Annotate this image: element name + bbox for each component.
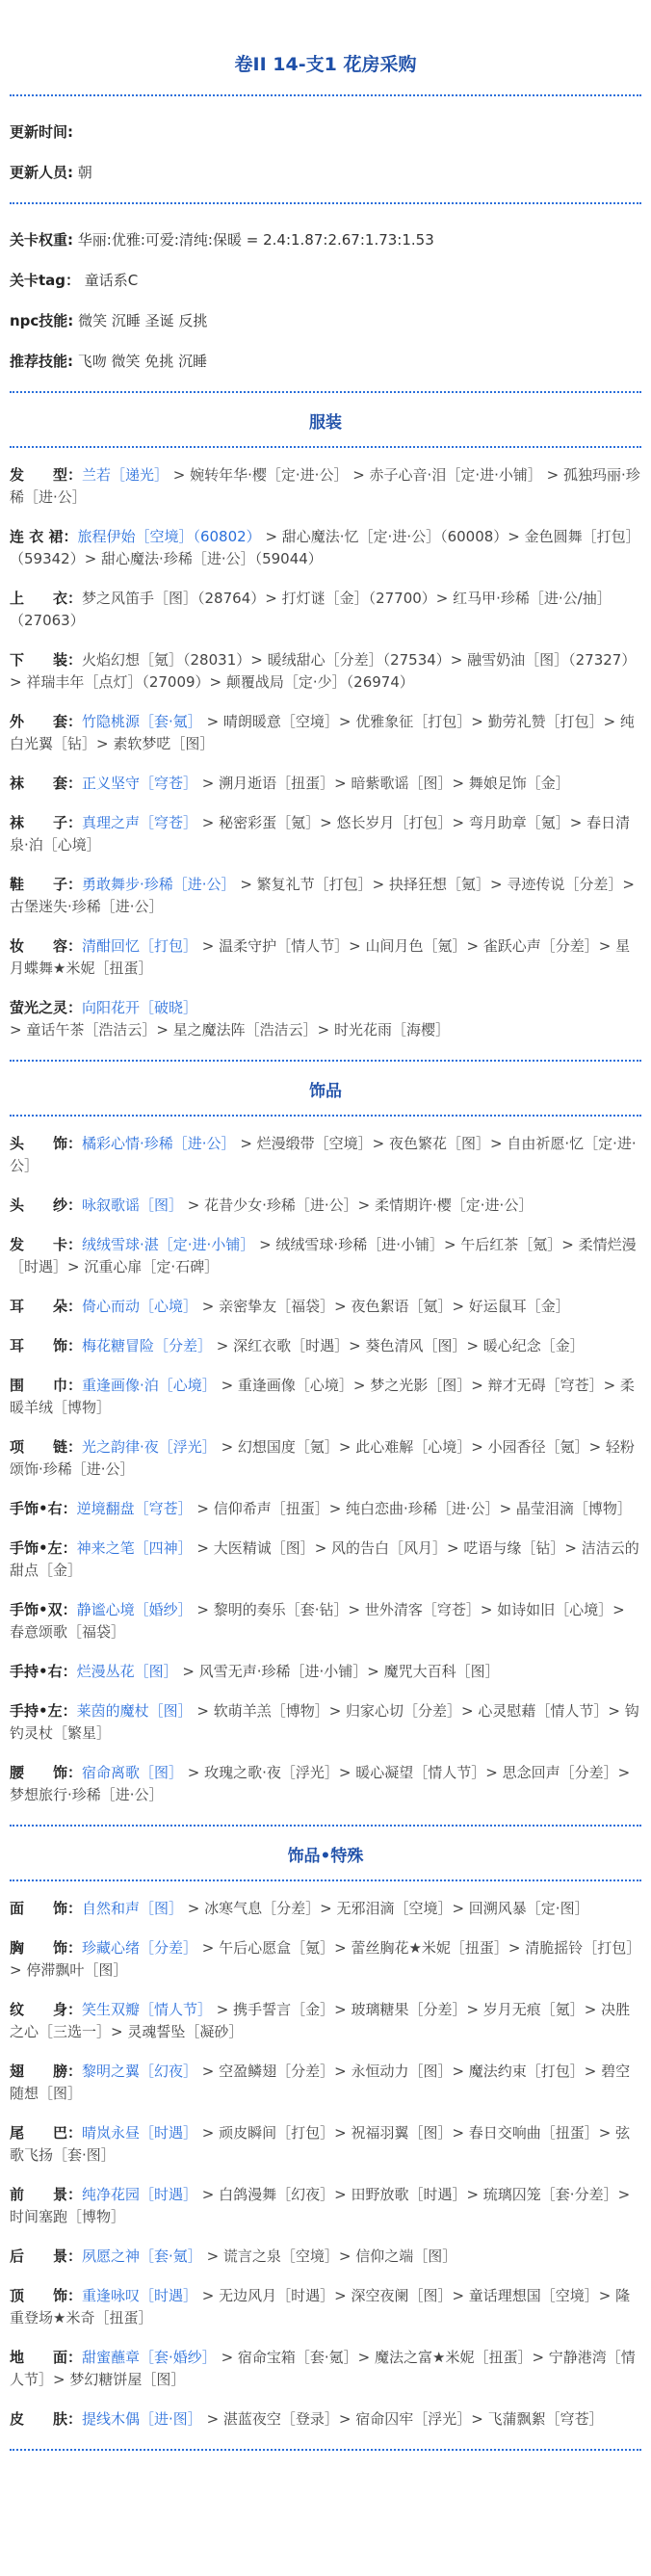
item-row (10, 988, 641, 1050)
item-row (10, 1590, 641, 1652)
alternatives: > 溯月逝语［扭蛋］> 暗紫歌谣［图］> 舞娘足饰［金］ (197, 775, 570, 792)
item-row (10, 2114, 641, 2175)
top-pick: 橘彩心情·珍稀［进·公］ (82, 1135, 236, 1152)
slot-label: 纹 身： (10, 2001, 83, 2018)
alternatives: > 秘密彩蛋［氪］> 悠长岁月［打包］> 弯月助章［氪］> 春日清泉·泊［心境］ (10, 814, 631, 854)
slot-label: 萤光之灵： (10, 999, 83, 1016)
meta-key: npc技能: (10, 312, 74, 329)
section-title: 饰品 (309, 1082, 342, 1101)
item-row (10, 764, 641, 803)
alternatives: > 冰寒气息［分差］> 无邪泪滴［空境］> 回溯风暴［定·图］ (183, 1900, 589, 1917)
item-row (10, 865, 641, 927)
top-pick: 甜蜜蘸章［套·婚纱］ (82, 2349, 217, 2366)
alternatives: > 软萌羊羔［博物］> 归家心切［分差］> 心灵慰藉［情人节］> 钩钓灵杖［繁星］ (10, 1702, 639, 1742)
alternatives: > 空盈鳞翅［分差］> 永恒动力［图］> 魔法约束［打包］> 碧空随想［图］ (10, 2063, 631, 2102)
alternatives: > 宿命宝箱［套·氪］> 魔法之富★米妮［扭蛋］> 宁静港湾［情人节］> 梦幻糖饼屋［图］ (10, 2349, 636, 2388)
alternatives: > 信仰希声［扭蛋］> 纯白恋曲·珍稀［进·公］> 晶莹泪滴［博物］ (192, 1500, 632, 1517)
item-row (10, 1287, 641, 1327)
item-row (10, 1929, 641, 1990)
item-row (10, 1529, 641, 1590)
top-pick: 向阳花开［破晓］ (82, 999, 198, 1016)
top-pick: 笑生双瓣［情人节］ (82, 2001, 213, 2018)
item-row (10, 1186, 641, 1225)
item-row (10, 641, 641, 702)
info-key: 更新时间: (10, 123, 73, 141)
slot-label: 面 饰： (10, 1900, 83, 1917)
item-row (10, 1652, 641, 1692)
section-body (10, 448, 641, 1060)
top-pick: 旅程伊始［空境］（60802） (77, 528, 261, 545)
item-row (10, 803, 641, 865)
top-pick: 重逢咏叹［时遇］ (82, 2287, 198, 2304)
item-row (10, 1889, 641, 1929)
alternatives: > 繁复礼节［打包］> 抉择狂想［氪］> 寻迹传说［分差］> 古堡迷失·珍稀［进·公］ (10, 876, 635, 915)
item-row (10, 702, 641, 764)
top-pick: 静谧心境［婚纱］ (76, 1601, 193, 1618)
divider (10, 2449, 641, 2451)
top-pick: 烂漫丛花［图］ (76, 1663, 178, 1680)
alternatives: > 无边风月［时遇］> 深空夜阑［图］> 童话理想国［空境］> 隆重登场★米奇［扭蛋］ (10, 2287, 631, 2326)
top-pick: 晴岚永昼［时遇］ (82, 2124, 198, 2142)
item-row (10, 1366, 641, 1428)
section-title: 饰品•特殊 (287, 1847, 364, 1866)
info-value: 朝 (73, 164, 92, 181)
top-pick: 梅花糖冒险［分差］ (82, 1337, 213, 1354)
top-pick: 勇敢舞步·珍稀［进·公］ (82, 876, 236, 893)
alternatives: > 深红衣歌［时遇］> 葵色清风［图］> 暖心纪念［金］ (212, 1337, 585, 1354)
top-pick: 莱茵的魔杖［图］ (76, 1702, 193, 1720)
slot-label: 项 链： (10, 1438, 83, 1456)
slot-label: 胸 饰： (10, 1939, 83, 1957)
meta-line (10, 260, 641, 301)
alternatives: > 午后心愿盒［氪］> 蕾丝胸花★米妮［扭蛋］> 清脆摇铃［打包］> 停滞飘叶［图］ (10, 1939, 641, 1979)
item-row (10, 2175, 641, 2237)
top-pick: 纯净花园［时遇］ (82, 2186, 198, 2203)
item-row (10, 579, 641, 641)
slot-label: 连 衣 裙： (10, 528, 78, 545)
item-row (10, 2400, 641, 2439)
section-body (10, 1117, 641, 1825)
slot-label: 地 面： (10, 2349, 83, 2366)
slot-label: 耳 朵： (10, 1298, 83, 1315)
item-row (10, 2276, 641, 2338)
alternatives: > 温柔守护［情人节］> 山间月色［氪］> 雀跃心声［分差］> 星月蝶舞★米妮［扭蛋］ (10, 937, 631, 977)
alternatives: > 湛蓝夜空［登录］> 宿命囚牢［浮光］> 飞蒲飘絮［穹苍］ (201, 2410, 604, 2428)
alternatives: > 携手誓言［金］> 玻璃糖果［分差］> 岁月无痕［氪］> 决胜之心［三选一］> 灵魂誓坠［凝砂］ (10, 2001, 631, 2040)
alternatives: > 婉转年华·樱［定·进·公］ > 赤子心音·泪［定·进·小铺］ > 孤独玛丽·珍稀［进·公］ (10, 466, 640, 506)
slot-label: 发 卡： (10, 1236, 83, 1253)
alternatives: > 谎言之泉［空境］> 信仰之端［图］ (201, 2247, 457, 2265)
slot-label: 袜 套： (10, 775, 83, 792)
top-pick: 咏叙歌谣［图］ (82, 1196, 184, 1214)
alternatives: > 烂漫缎带［空境］> 夜色繁花［图］> 自由祈愿·忆［定·进·公］ (10, 1135, 637, 1174)
slot-label: 后 景： (10, 2247, 83, 2265)
alternatives: > 幻想国度［氪］> 此心难解［心境］> 小园香径［氪］> 轻粉颂饰·珍稀［进·公］ (10, 1438, 635, 1478)
meta-line (10, 220, 641, 260)
slot-label: 头 饰： (10, 1135, 83, 1152)
section-body (10, 1881, 641, 2449)
alternatives: > 白鸽漫舞［幻夜］> 田野放歌［时遇］> 琉璃囚笼［套·分差］> 时间塞跑［博物］ (10, 2186, 631, 2225)
page-title: 卷II 14-支1 花房采购 (234, 54, 417, 75)
item-row (10, 927, 641, 988)
slot-label: 下 装： (10, 651, 83, 669)
top-pick: 倚心而动［心境］ (82, 1298, 198, 1315)
meta-block (10, 204, 641, 391)
top-pick: 清酣回忆［打包］ (82, 937, 198, 955)
meta-key: 关卡权重: (10, 231, 73, 249)
info-line (10, 152, 641, 193)
top-pick: 逆境翻盘［穹苍］ (76, 1500, 193, 1517)
slot-label: 手饰•右： (10, 1500, 77, 1517)
meta-value: 飞吻 微笑 免挑 沉睡 (73, 353, 208, 370)
alternatives: > 童话午茶［浩洁云］> 星之魔法阵［浩洁云］> 时光花雨［海樱］ (10, 1021, 451, 1038)
top-pick: 神来之笔［四神］ (76, 1539, 193, 1557)
slot-label: 发 型： (10, 466, 83, 484)
top-pick: 正义坚守［穹苍］ (82, 775, 198, 792)
slot-label: 手饰•左： (10, 1539, 77, 1557)
alternatives: > 玫瑰之歌·夜［浮光］> 暖心凝望［情人节］> 思念回声［分差］> 梦想旅行·珍稀［进·公］ (10, 1764, 631, 1803)
alternatives: > 亲密挚友［福袋］> 夜色絮语［氪］> 好运鼠耳［金］ (197, 1298, 570, 1315)
alternatives: 火焰幻想［氪］（28031）> 暖绒甜心［分差］（27534）> 融雪奶油［图］（27327）> 祥瑞丰年［点灯］（27009）> 颠覆战局［定·少］（26974） (10, 651, 637, 691)
item-row (10, 1489, 641, 1529)
meta-key: 关卡tag： (10, 272, 81, 289)
top-pick: 提线木偶［进·图］ (82, 2410, 202, 2428)
slot-label: 顶 饰： (10, 2287, 83, 2304)
item-row (10, 1692, 641, 1753)
slot-label: 手持•左： (10, 1702, 77, 1720)
top-pick: 重逢画像·泊［心境］ (82, 1377, 217, 1394)
info-block (10, 96, 641, 202)
alternatives: 梦之风笛手［图］（28764）> 打灯谜［金］（27700）> 红马甲·珍稀［进·公/抽］（27063） (10, 590, 612, 629)
slot-label: 外 套： (10, 713, 83, 730)
item-row (10, 1428, 641, 1489)
slot-label: 前 景： (10, 2186, 83, 2203)
alternatives: > 花昔少女·珍稀［进·公］> 柔情期许·樱［定·进·公］ (183, 1196, 534, 1214)
item-row (10, 1753, 641, 1815)
item-row (10, 2237, 641, 2276)
slot-label: 翅 膀： (10, 2063, 83, 2080)
item-row (10, 1225, 641, 1287)
top-pick: 珍藏心绪［分差］ (82, 1939, 198, 1957)
item-row (10, 1124, 641, 1186)
slot-label: 手持•右： (10, 1663, 77, 1680)
top-pick: 光之韵律·夜［浮光］ (82, 1438, 217, 1456)
slot-label: 上 衣： (10, 590, 83, 607)
section-title: 服装 (309, 413, 342, 433)
meta-line (10, 341, 641, 381)
alternatives: > 大医精诚［图］> 风的告白［风月］> 呓语与缘［钻］> 洁洁云的甜点［金］ (10, 1539, 639, 1579)
info-key: 更新人员: (10, 164, 73, 181)
alternatives: > 黎明的奏乐［套·钻］> 世外清客［穹苍］> 如诗如旧［心境］> 春意颂歌［福袋］ (10, 1601, 625, 1641)
info-line (10, 112, 641, 152)
meta-value: 华丽:优雅:可爱:清纯:保暖 = 2.4:1.87:2.67:1.73:1.53 (73, 231, 434, 249)
meta-line (10, 301, 641, 341)
slot-label: 尾 巴： (10, 2124, 83, 2142)
slot-label: 头 纱： (10, 1196, 83, 1214)
slot-label: 袜 子： (10, 814, 83, 831)
slot-label: 鞋 子： (10, 876, 83, 893)
alternatives: > 绒绒雪球·珍稀［进·小铺］> 午后红茶［氪］> 柔情烂漫［时遇］> 沉重心扉［定·石碑］ (10, 1236, 637, 1275)
slot-label: 皮 肤： (10, 2410, 83, 2428)
meta-value: 童话系C (80, 272, 139, 289)
alternatives: > 晴朗暖意［空境］> 优雅象征［打包］> 勤劳礼赞［打包］> 纯白光翼［钻］> 素软梦呓［图］ (10, 713, 635, 752)
item-row (10, 456, 641, 517)
top-pick: 黎明之翼［幻夜］ (82, 2063, 198, 2080)
item-row (10, 2052, 641, 2114)
slot-label: 腰 饰： (10, 1764, 83, 1781)
top-pick: 自然和声［图］ (82, 1900, 184, 1917)
slot-label: 手饰•双： (10, 1601, 77, 1618)
top-pick: 兰若［递光］ (82, 466, 169, 484)
slot-label: 妆 容： (10, 937, 83, 955)
item-row (10, 1327, 641, 1366)
top-pick: 竹隐桃源［套·氪］ (82, 713, 202, 730)
top-pick: 绒绒雪球·湛［定·进·小铺］ (82, 1236, 255, 1253)
alternatives: > 顽皮瞬间［打包］> 祝福羽翼［图］> 春日交响曲［扭蛋］> 弦歌飞扬［套·图］ (10, 2124, 631, 2164)
slot-label: 围 巾： (10, 1377, 83, 1394)
top-pick: 宿命离歌［图］ (82, 1764, 184, 1781)
top-pick: 真理之声［穹苍］ (82, 814, 198, 831)
sections-container (10, 393, 641, 2451)
alternatives: > 风雪无声·珍稀［进·小铺］> 魔咒大百科［图］ (177, 1663, 500, 1680)
alternatives: > 甜心魔法·忆［定·进·公］（60008）> 金色圆舞［打包］（59342）> 甜心魔法·珍稀［进·公］（59044） (10, 528, 640, 567)
item-row (10, 517, 641, 579)
top-pick: 夙愿之神［套·氪］ (82, 2247, 202, 2265)
item-row (10, 2338, 641, 2400)
meta-key: 推荐技能: (10, 353, 73, 370)
item-row (10, 1990, 641, 2052)
alternatives: > 重逢画像［心境］> 梦之光影［图］> 辩才无碍［穹苍］> 柔暖羊绒［博物］ (10, 1377, 635, 1416)
meta-value: 微笑 沉睡 圣诞 反挑 (73, 312, 208, 329)
slot-label: 耳 饰： (10, 1337, 83, 1354)
